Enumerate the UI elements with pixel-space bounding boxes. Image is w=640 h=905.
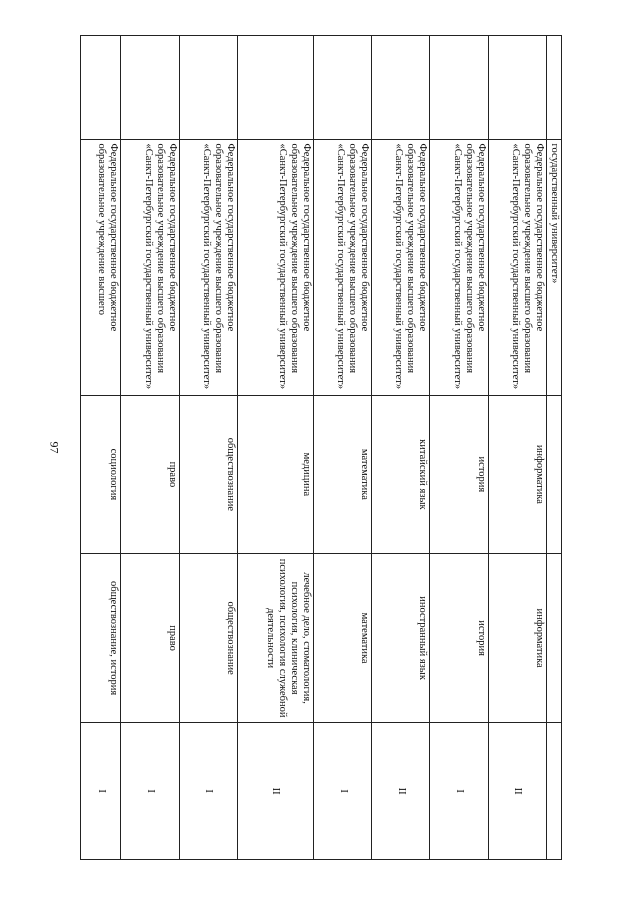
profile-cell: обществознание, история <box>81 554 121 723</box>
table-row <box>430 36 488 860</box>
table-row <box>547 36 562 860</box>
profile-cell: лечебное дело, стоматология, психология, клиническая психология, психология служебной деятельности <box>237 554 313 723</box>
table-row <box>237 36 313 860</box>
organizer-cell: Федеральное государственное бюджетное образовательное учреждение высшего образования «Санкт-Петербургский государственный университет» <box>237 140 313 395</box>
level-cell: I <box>430 723 488 860</box>
olympiad-table-container <box>80 35 562 860</box>
subject-cell: обществознание <box>179 395 237 553</box>
profile-cell: информатика <box>488 554 546 723</box>
number-cell <box>121 36 179 140</box>
level-cell: I <box>179 723 237 860</box>
organizer-cell: государственный университет» <box>547 140 562 395</box>
subject-cell: математика <box>314 395 372 553</box>
level-cell: II <box>488 723 546 860</box>
table-row <box>372 36 430 860</box>
number-cell <box>179 36 237 140</box>
level-cell: I <box>314 723 372 860</box>
organizer-cell: Федеральное государственное бюджетное образовательное учреждение высшего образования «Санкт-Петербургский государственный университет» <box>488 140 546 395</box>
subject-cell: история <box>430 395 488 553</box>
profile-cell <box>547 554 562 723</box>
level-cell: I <box>121 723 179 860</box>
level-cell <box>547 723 562 860</box>
subject-cell: право <box>121 395 179 553</box>
table-row <box>121 36 179 860</box>
level-cell: II <box>372 723 430 860</box>
organizer-cell: Федеральное государственное бюджетное образовательное учреждение высшего образования «Санкт-Петербургский государственный университет» <box>121 140 179 395</box>
subject-cell: медицина <box>237 395 313 553</box>
number-cell <box>488 36 546 140</box>
profile-cell: история <box>430 554 488 723</box>
subject-cell <box>547 395 562 553</box>
level-cell: I <box>81 723 121 860</box>
number-cell <box>81 36 121 140</box>
number-cell <box>430 36 488 140</box>
number-cell <box>237 36 313 140</box>
profile-cell: иностранный язык <box>372 554 430 723</box>
level-cell: II <box>237 723 313 860</box>
table-row <box>81 36 121 860</box>
table-row <box>314 36 372 860</box>
subject-cell: информатика <box>488 395 546 553</box>
organizer-cell: Федеральное государственное бюджетное образовательное учреждение высшего образования «Санкт-Петербургский государственный университет» <box>430 140 488 395</box>
profile-cell: право <box>121 554 179 723</box>
table-row <box>179 36 237 860</box>
number-cell <box>314 36 372 140</box>
profile-cell: обществознание <box>179 554 237 723</box>
table-row <box>488 36 546 860</box>
subject-cell: социология <box>81 395 121 553</box>
organizer-cell: Федеральное государственное бюджетное образовательное учреждение высшего образования «Санкт-Петербургский государственный университет» <box>314 140 372 395</box>
number-cell <box>372 36 430 140</box>
profile-cell: математика <box>314 554 372 723</box>
number-cell <box>547 36 562 140</box>
page-number: 97 <box>47 441 62 454</box>
olympiad-table <box>80 35 562 860</box>
organizer-cell: Федеральное государственное бюджетное образовательное учреждение высшего образования «Санкт-Петербургский государственный университет» <box>179 140 237 395</box>
organizer-cell: Федеральное государственное бюджетное образовательное учреждение высшего образования «Санкт-Петербургский государственный университет» <box>372 140 430 395</box>
organizer-cell: Федеральное государственное бюджетное образовательное учреждение высшего <box>81 140 121 395</box>
subject-cell: китайский язык <box>372 395 430 553</box>
